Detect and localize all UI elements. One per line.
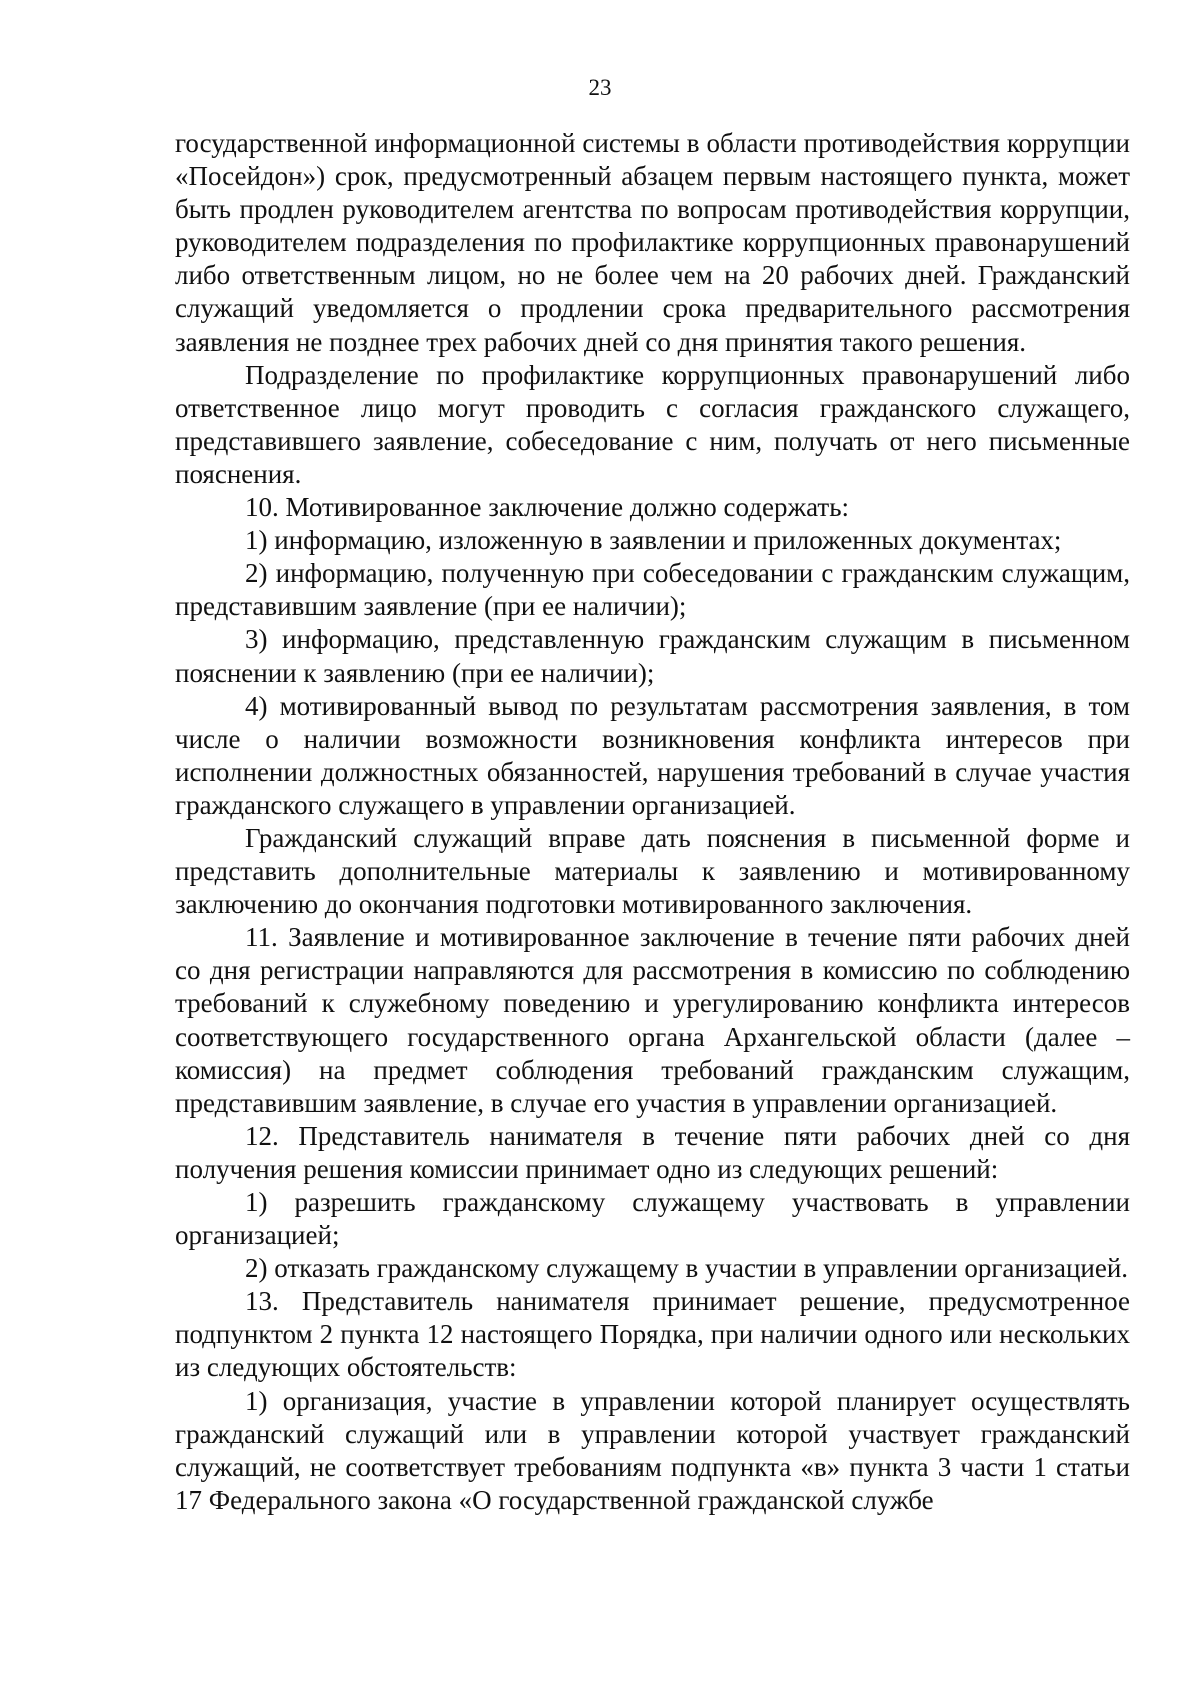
subitem: 1) разрешить гражданскому служащему участвовать в управлении организацией; bbox=[175, 1187, 1130, 1251]
subitem: 2) отказать гражданскому служащему в участии в управлении организацией. bbox=[245, 1253, 1129, 1284]
paragraph-item-12: 12. Представитель нанимателя в течение пяти рабочих дней со дня получения решения комиссии принимает одно из следующих решений: bbox=[175, 1120, 1130, 1184]
paragraph-continuation: государственной информационной системы в области противодействия коррупции «Посейдон») срок, предусмотренный абзацем первым настоящего пункта, может быть продлен руководителем агентства по вопросам противодействия коррупции, руководителем подразделения по профилактике коррупционных правонарушений либо ответственным лицом, но не более чем на 20 рабочих дней. Гражданский служащий уведомляется о продлении срока предварительного рассмотрения заявления не позднее трех рабочих дней со дня принятия такого решения. bbox=[175, 128, 1130, 357]
paragraph: Подразделение по профилактике коррупционных правонарушений либо ответственное лицо могут проводить с согласия гражданского служащего, представившего заявление, собеседование с ним, получать от него письменные пояснения. bbox=[175, 359, 1130, 489]
page-number: 23 bbox=[588, 75, 612, 100]
subitem: 1) организация, участие в управлении которой планирует осуществлять гражданский служащий или в управлении которой участвует гражданский служащий, не соответствует требованиям подпункта «в» пункта 3 части 1 статьи 17 Федерального закона «О государственной гражданской службе bbox=[175, 1385, 1130, 1515]
subitem: 1) информацию, изложенную в заявлении и приложенных документах; bbox=[245, 525, 1062, 556]
paragraph-item-13: 13. Представитель нанимателя принимает решение, предусмотренное подпунктом 2 пункта 12 настоящего Порядка, при наличии одного или нескольких из следующих обстоятельств: bbox=[175, 1286, 1130, 1383]
paragraph-item-10: 10. Мотивированное заключение должно содержать: bbox=[245, 492, 850, 523]
paragraph-item-11: 11. Заявление и мотивированное заключение в течение пяти рабочих дней со дня регистрации направляются для рассмотрения в комиссию по соблюдению требований к служебному поведению и урегулированию конфликта интересов соответствующего государственного органа Архангельской области (далее – комиссия) на предмет соблюдения требований гражданским служащим, представившим заявление, в случае его участия в управлении организацией. bbox=[175, 922, 1130, 1118]
paragraph: Гражданский служащий вправе дать пояснения в письменной форме и представить дополнительные материалы к заявлению и мотивированному заключению до окончания подготовки мотивированного заключения. bbox=[175, 822, 1130, 920]
subitem: 2) информацию, полученную при собеседовании с гражданским служащим, представившим заявление (при ее наличии); bbox=[175, 558, 1130, 622]
subitem: 4) мотивированный вывод по результатам рассмотрения заявления, в том числе о наличии возможности возникновения конфликта интересов при исполнении должностных обязанностей, нарушения требований в случае участия гражданского служащего в управлении организацией. bbox=[175, 690, 1130, 820]
subitem: 3) информацию, представленную гражданским служащим в письменном пояснении к заявлению (при ее наличии); bbox=[175, 624, 1130, 688]
document-body bbox=[175, 127, 1130, 1517]
